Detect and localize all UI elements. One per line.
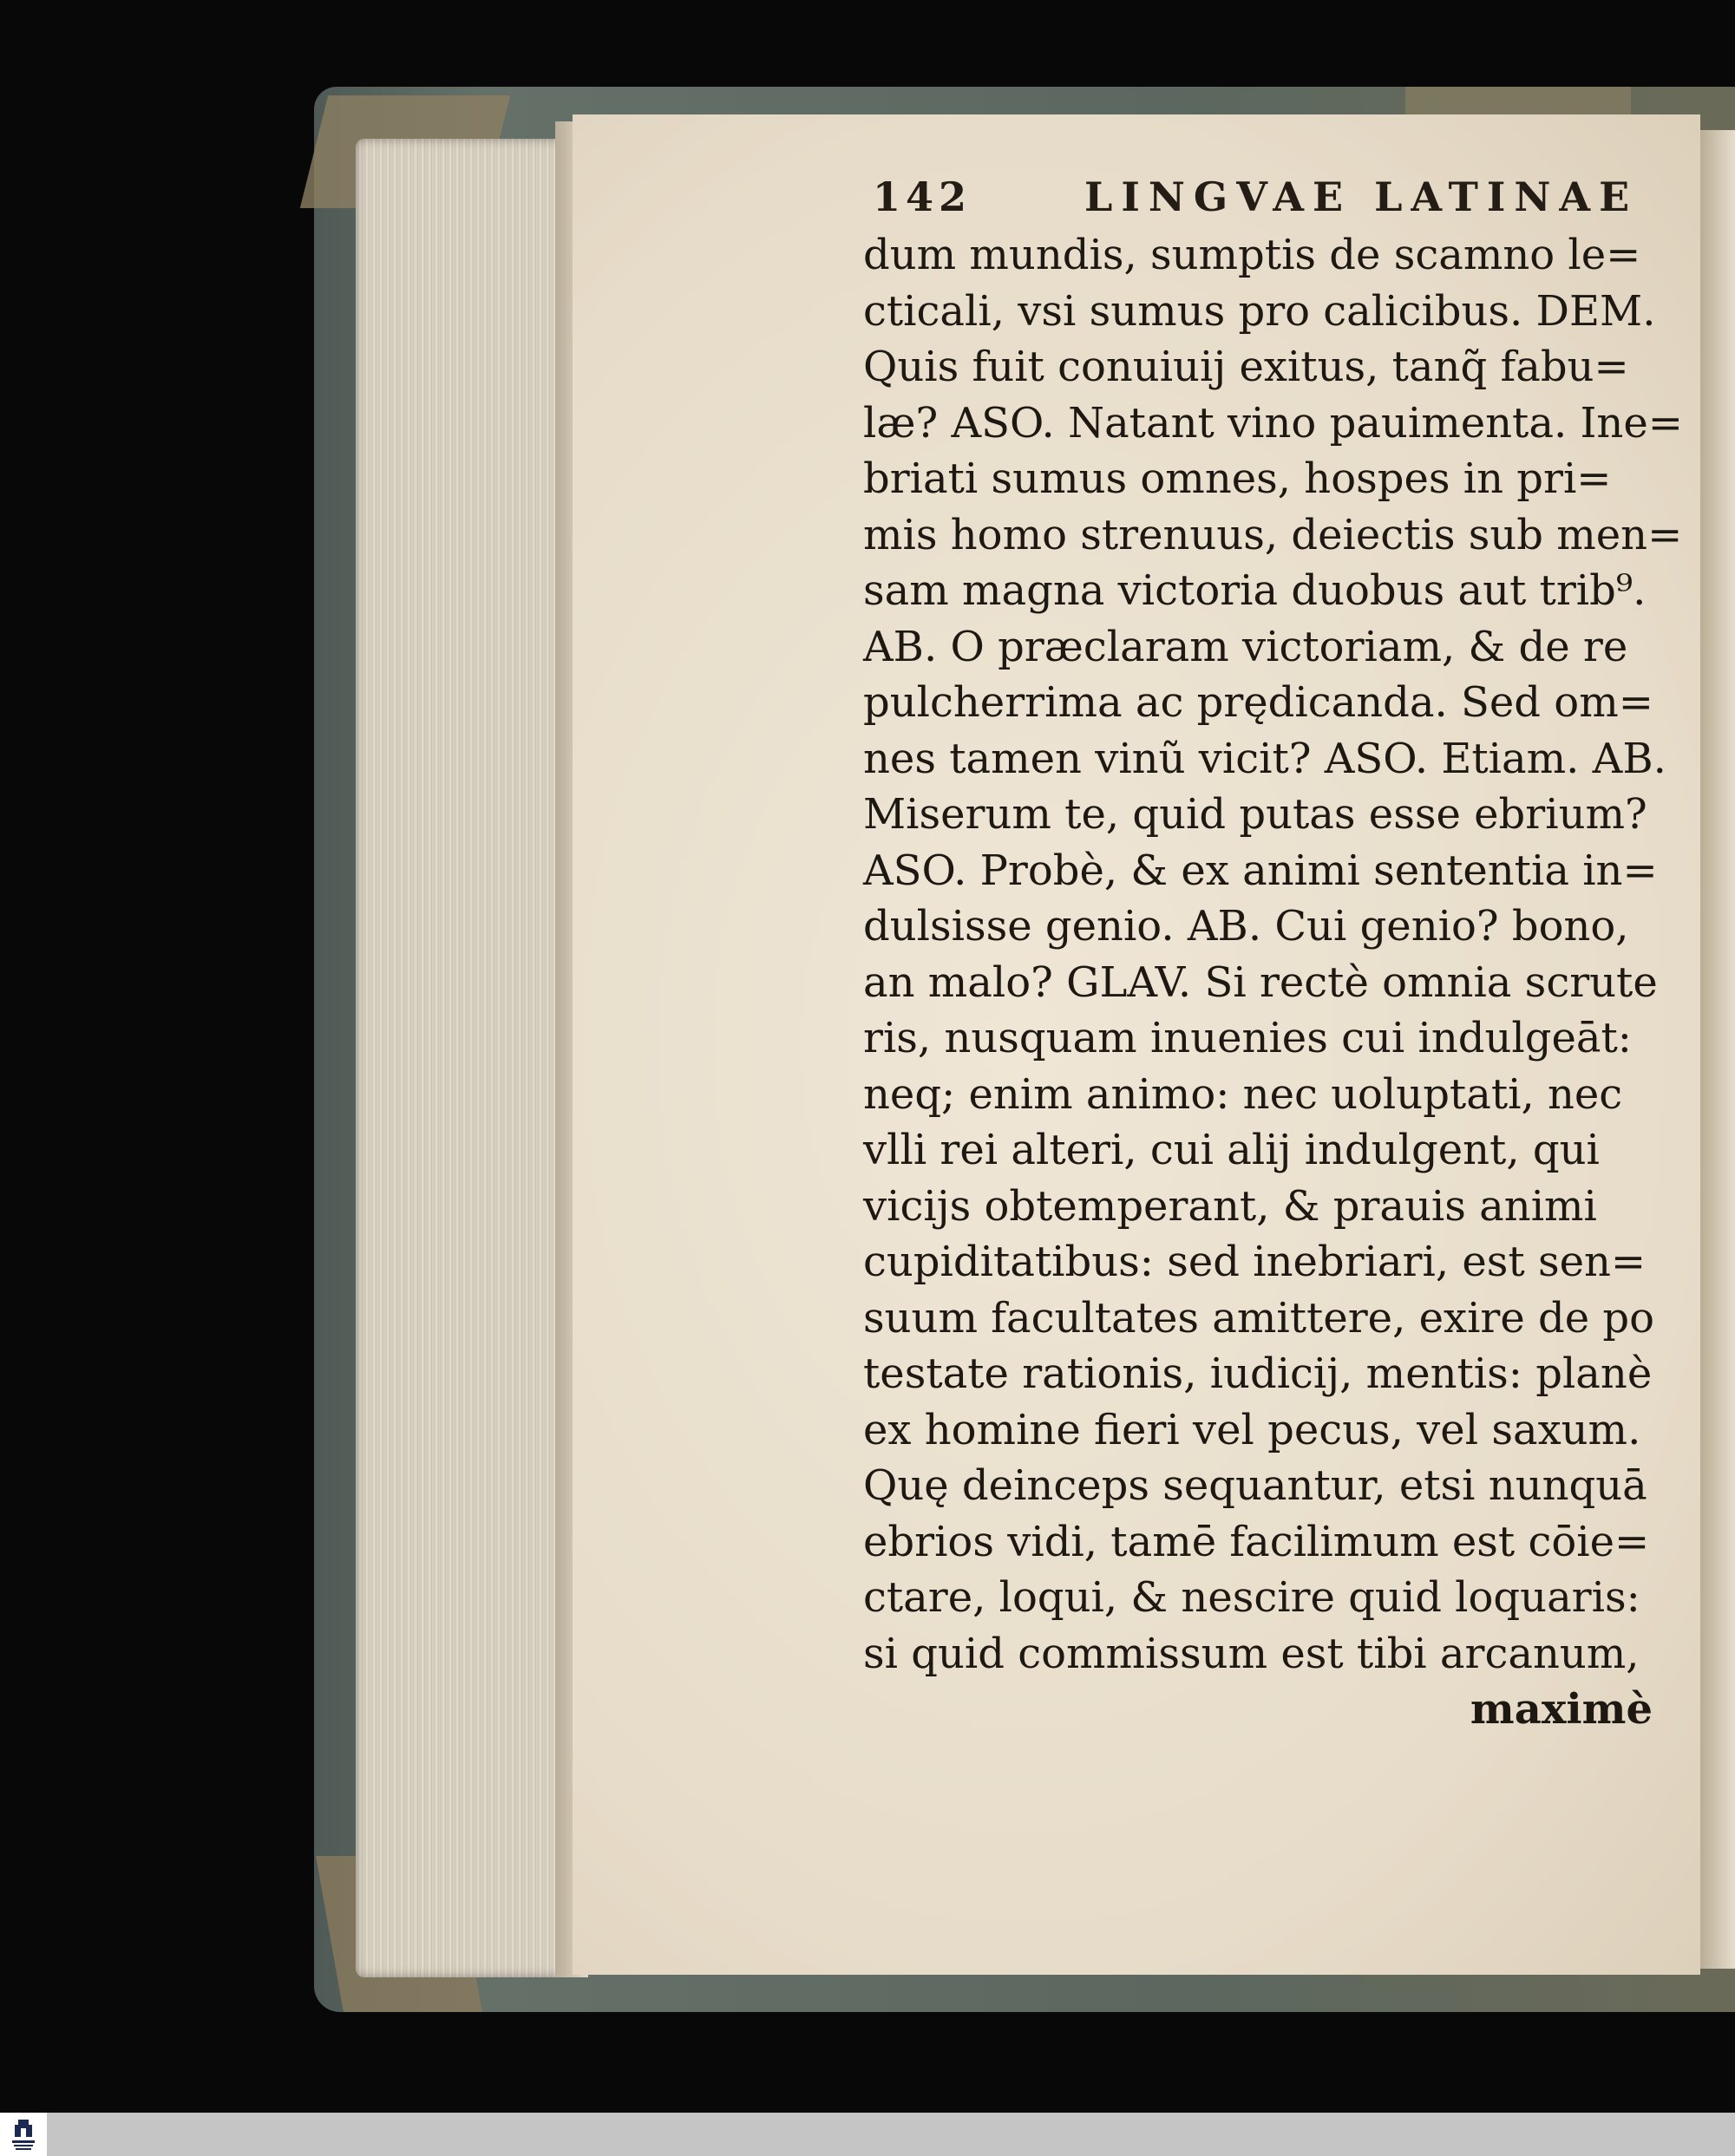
text-line: si quid commissum est tibi arcanum, bbox=[863, 1629, 1640, 1678]
text-line: nes tamen vinũ vicit? ASO. Etiam. AB. bbox=[863, 734, 1666, 783]
text-line: cticali, vsi sumus pro calicibus. DEM. bbox=[863, 286, 1656, 336]
text-line: ebrios vidi, tamē facilimum est cōie= bbox=[863, 1517, 1650, 1566]
text-line: læ? ASO. Natant vino pauimenta. Ine= bbox=[863, 398, 1683, 448]
text-line: cupiditatibus: sed inebriari, est sen= bbox=[863, 1238, 1647, 1286]
viewer-footer-bar bbox=[0, 2113, 1735, 2156]
text-line: Quę deinceps sequantur, etsi nunquā bbox=[863, 1461, 1647, 1510]
text-line: pulcherrima ac prędicanda. Sed om= bbox=[863, 678, 1653, 727]
text-line: ASO. Probè, & ex animi sententia in= bbox=[863, 846, 1658, 895]
facing-page-edge bbox=[1700, 130, 1735, 1969]
library-logo-icon bbox=[0, 2113, 47, 2156]
text-line: suum facultates amittere, exire de po bbox=[863, 1293, 1655, 1343]
page-number: 142 bbox=[873, 173, 972, 220]
body-text bbox=[863, 227, 1687, 1738]
text-line: ris, nusquam inuenies cui indulgeāt: bbox=[863, 1014, 1632, 1062]
text-line: AB. O præclaram victoriam, & de re bbox=[863, 622, 1628, 671]
page-edges bbox=[356, 139, 573, 1977]
text-line: testate rationis, iudicij, mentis: planè bbox=[863, 1349, 1653, 1398]
text-line: vlli rei alteri, cui alij indulgent, qui bbox=[863, 1126, 1600, 1174]
page-header bbox=[868, 173, 1648, 234]
text-line: sam magna victoria duobus aut trib⁹. bbox=[863, 566, 1647, 615]
text-line: vicijs obtemperant, & prauis animi bbox=[863, 1181, 1597, 1231]
text-line: neq; enim animo: nec uoluptati, nec bbox=[863, 1069, 1623, 1119]
text-line: briati sumus omnes, hospes in pri= bbox=[863, 454, 1612, 503]
text-line: ctare, loqui, & nescire quid loquaris: bbox=[863, 1573, 1640, 1622]
text-line: dum mundis, sumptis de scamno le= bbox=[863, 231, 1641, 279]
text-line: Quis fuit conuiuij exitus, tanq̃ fabu= bbox=[863, 343, 1629, 391]
text-line: an malo? GLAV. Si rectè omnia scrute bbox=[863, 957, 1658, 1007]
running-head: LINGVAE LATINAE bbox=[1084, 173, 1639, 220]
text-line: ex homine fieri vel pecus, vel saxum. bbox=[863, 1405, 1641, 1454]
catchword: maximè bbox=[1470, 1685, 1653, 1734]
text-line: Miserum te, quid putas esse ebrium? bbox=[863, 790, 1647, 839]
text-line: dulsisse genio. AB. Cui genio? bono, bbox=[863, 902, 1629, 951]
text-line: mis homo strenuus, deiectis sub men= bbox=[863, 510, 1683, 559]
